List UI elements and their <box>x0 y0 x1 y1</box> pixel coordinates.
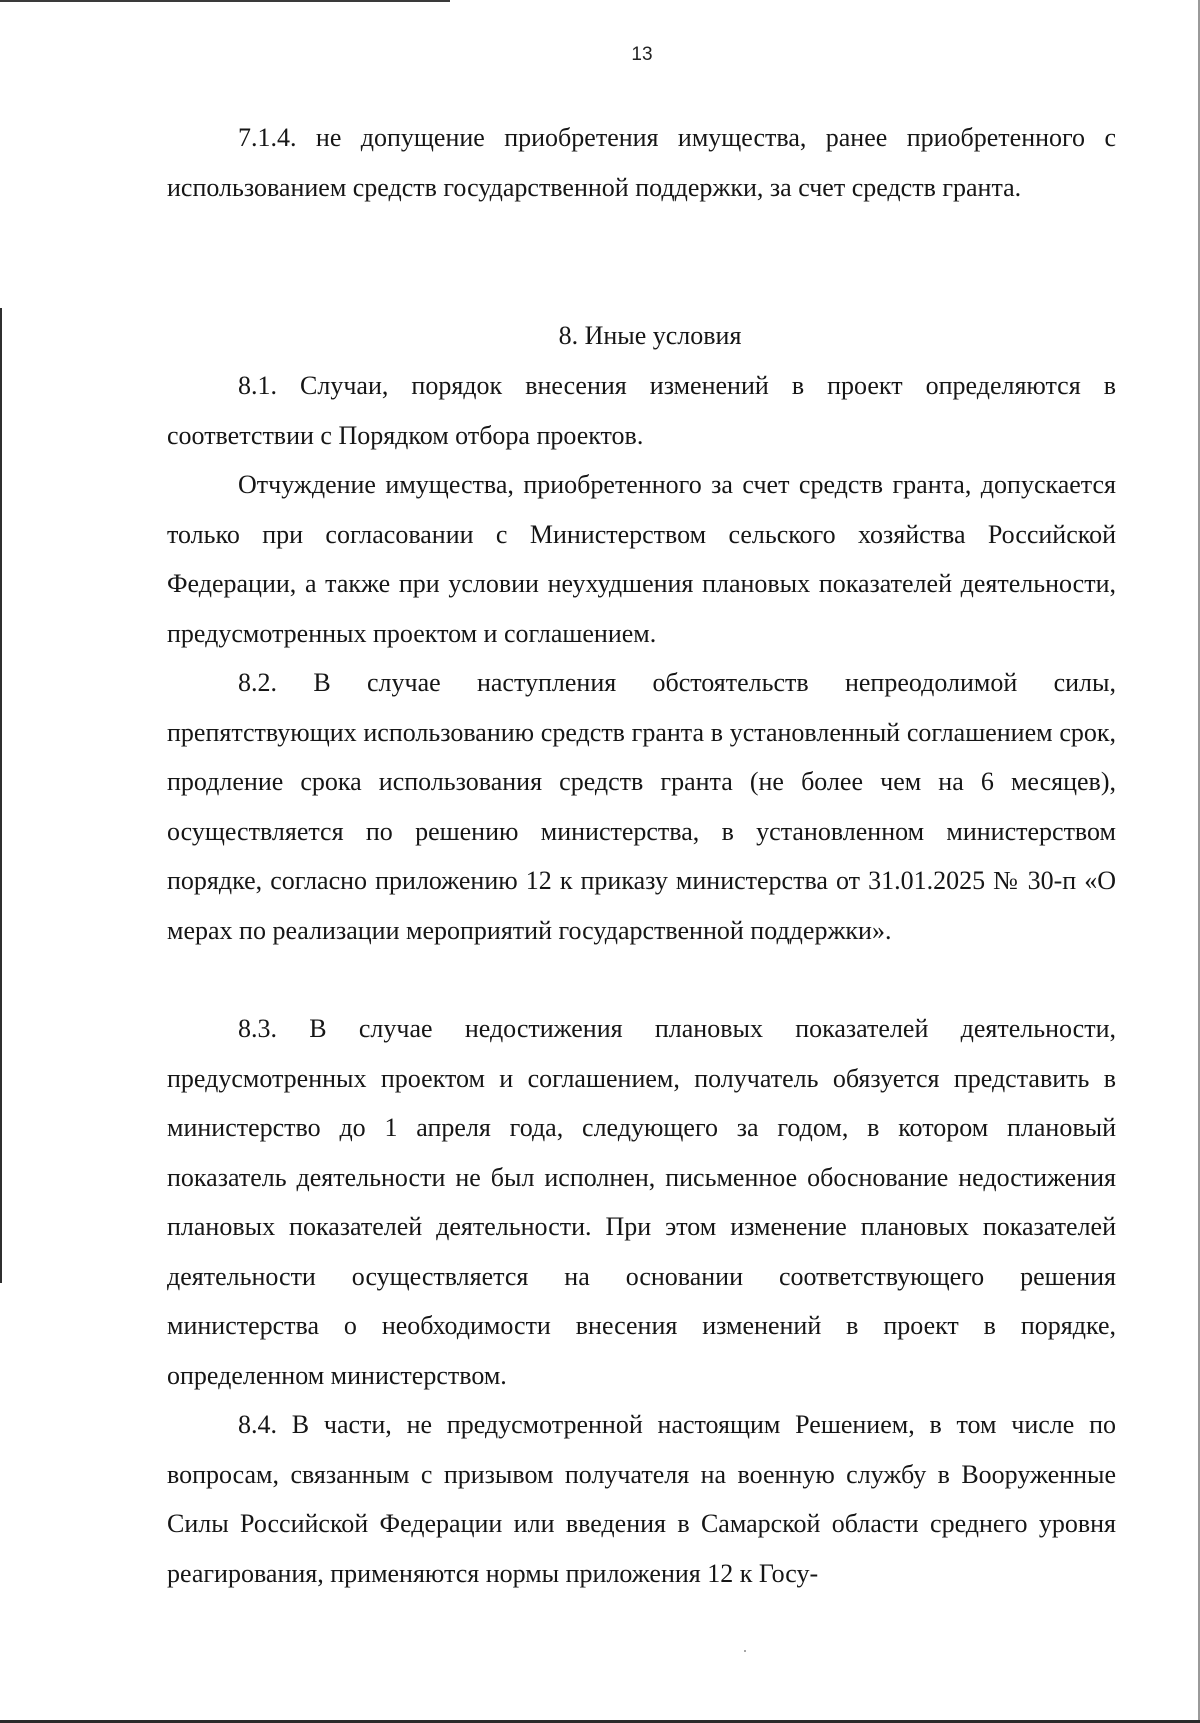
page-number: 13 <box>631 44 653 65</box>
paragraph-8-1: 8.1. Случаи, порядок внесения изменений в проект определяются в соответствии с Порядком отбора проектов. <box>167 371 1116 450</box>
section-8-heading: 8. Иные условия <box>558 321 742 350</box>
scan-edge-left <box>0 308 2 1283</box>
paragraph-7-1-4: 7.1.4. не допущение приобретения имущества, ранее приобретенного с использованием средств государственной поддержки, за счет средств гранта. <box>167 123 1116 202</box>
paragraph-8-3: 8.3. В случае недостижения плановых показателей деятельности, предусмотренных проектом и соглашением, получатель обязуется представить в министерство до 1 апреля года, следующего за годом, в котором плановый показатель деятельности не был исполнен, письменное обоснование недостижения плановых показателей деятельности. При этом изменение плановых показателей деятельности осуществляется на основании соответствующего решения министерства о необходимости внесения изменений в проект в порядке, определенном министерством. <box>167 1014 1116 1390</box>
paragraph-8-4: 8.4. В части, не предусмотренной настоящим Решением, в том числе по вопросам, связанным с призывом получателя на военную службу в Вооруженные Силы Российской Федерации или введения в Самарской области среднего уровня реагирования, применяются нормы приложения 12 к Госу- <box>167 1410 1116 1588</box>
paragraph-8-1-alienation: Отчуждение имущества, приобретенного за счет средств гранта, допускается только при согласовании с Министерством сельского хозяйства Российской Федерации, а также при условии неухудшения плановых показателей деятельности, предусмотренных проектом и соглашением. <box>167 470 1116 648</box>
paragraph-8-2: 8.2. В случае наступления обстоятельств непреодолимой силы, препятствующих использованию средств гранта в установленный соглашением срок, продление срока использования средств гранта (не более чем на 6 месяцев), осуществляется по решению министерства, в установленном министерством порядке, согласно приложению 12 к приказу министерства от 31.01.2025 № 30-п «О мерах по реализации мероприятий государственной поддержки». <box>167 668 1116 945</box>
scan-edge-top <box>0 0 450 2</box>
scan-speck <box>744 1650 746 1652</box>
